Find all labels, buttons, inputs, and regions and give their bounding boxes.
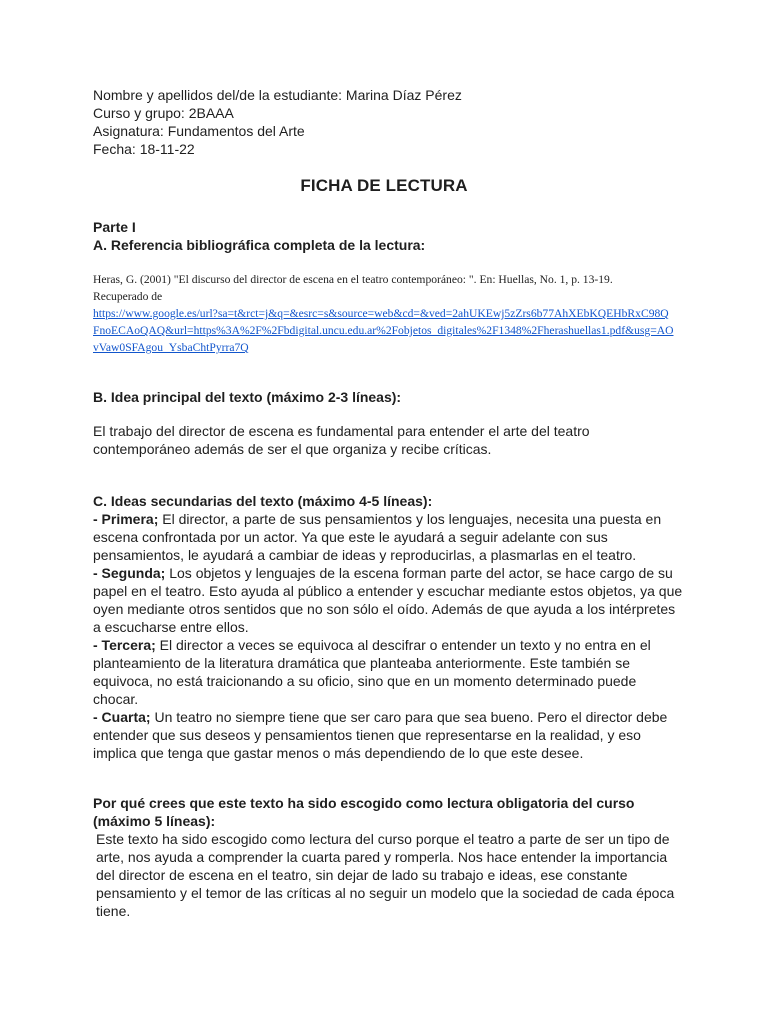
section-a-heading: A. Referencia bibliográfica completa de la lectura: <box>93 237 426 253</box>
section-b-heading: B. Idea principal del texto (máximo 2-3 líneas): <box>93 389 402 405</box>
main-idea-text: El trabajo del director de escena es fundamental para entender el arte del teatro contemporáneo además de ser el que organiza y recibe críticas. <box>93 423 590 457</box>
idea-text: Un teatro no siempre tiene que ser caro para que sea bueno. Pero el director debe entender que sus deseos y pensamientos tienen que representarse en la realidad, y eso implica que tenga que gastar menos o más dependiendo de lo que este desee. <box>93 709 668 761</box>
subject: Asignatura: Fundamentos del Arte <box>93 123 305 139</box>
secondary-idea-4 <box>93 708 683 762</box>
idea-text: El director a veces se equivoca al descifrar o entender un texto y no entra en el planteamiento de la literatura dramática que planteaba anteriormente. Este también se equivoca, no está traicionando a su oficio, sino que en un momento determinado puede chocar. <box>93 637 651 707</box>
idea-text: Los objetos y lenguajes de la escena forman parte del actor, se hace cargo de su papel en el teatro. Esto ayuda al público a entender y escuchar mediante estos objetos, ya que oyen mediante otros sentidos que no son sólo el oído. Además de que ayuda a los intérpretes a escucharse entre ellos. <box>93 565 683 635</box>
idea-label: - Primera; <box>93 511 159 527</box>
reason-text: Este texto ha sido escogido como lectura del curso porque el teatro a parte de ser un tipo de arte, nos ayuda a comprender la cuarta pared y romperla. Nos hace entender la importancia del director de escena en el teatro, sin dejar de lado su trabajo e ideas, ese constante pensamiento y el temor de las críticas al no seguir un modelo que la sociedad de cada época tiene. <box>96 831 675 919</box>
section-c-heading: C. Ideas secundarias del texto (máximo 4-5 líneas): <box>93 493 433 509</box>
secondary-idea-1 <box>93 510 683 564</box>
idea-label: - Cuarta; <box>93 709 151 725</box>
section-d <box>93 794 683 920</box>
idea-text: El director, a parte de sus pensamientos y los lenguajes, necesita una puesta en escena confrontada por un actor. Ya que este le ayudará a seguir adelante con sus pensamientos, le ayudará a cambiar de ideas y reproducirlas, a plasmarlas en el teatro. <box>93 511 662 563</box>
idea-label: - Tercera; <box>93 637 156 653</box>
date: Fecha: 18-11-22 <box>93 141 195 157</box>
reference-link[interactable]: https://www.google.es/url?sa=t&rct=j&q=&esrc=s&source=web&cd=&ved=2ahUKEwj5zZrs6b77AhXEbKQEHbRxC98QFnoECAoQAQ&url=https%3A%2F%2Fbdigital.uncu.edu.ar%2Fobjetos_digitales%2F1348%2Fherashuellas1.pdf&usg=AOvVaw0SFAgou_YsbaChtPyrra7Q <box>93 307 674 354</box>
idea-label: - Segunda; <box>93 565 166 581</box>
part-label: Parte I <box>93 219 136 235</box>
student-info <box>93 86 462 158</box>
secondary-idea-3 <box>93 636 683 708</box>
secondary-idea-2 <box>93 564 683 636</box>
section-d-heading: Por qué crees que este texto ha sido escogido como lectura obligatoria del curso (máximo 5 líneas): <box>93 795 635 829</box>
page-title: FICHA DE LECTURA <box>300 176 468 195</box>
student-name: Nombre y apellidos del/de la estudiante: Marina Díaz Pérez <box>93 87 462 103</box>
section-c <box>93 492 683 762</box>
citation-text: Heras, G. (2001) "El discurso del director de escena en el teatro contemporáneo: ". En: Huellas, No. 1, p. 13-19. <box>93 273 613 286</box>
part-heading <box>93 218 683 254</box>
recovered-label: Recuperado de <box>93 290 163 303</box>
bibliographic-reference <box>93 271 675 356</box>
course-group: Curso y grupo: 2BAAA <box>93 105 234 121</box>
